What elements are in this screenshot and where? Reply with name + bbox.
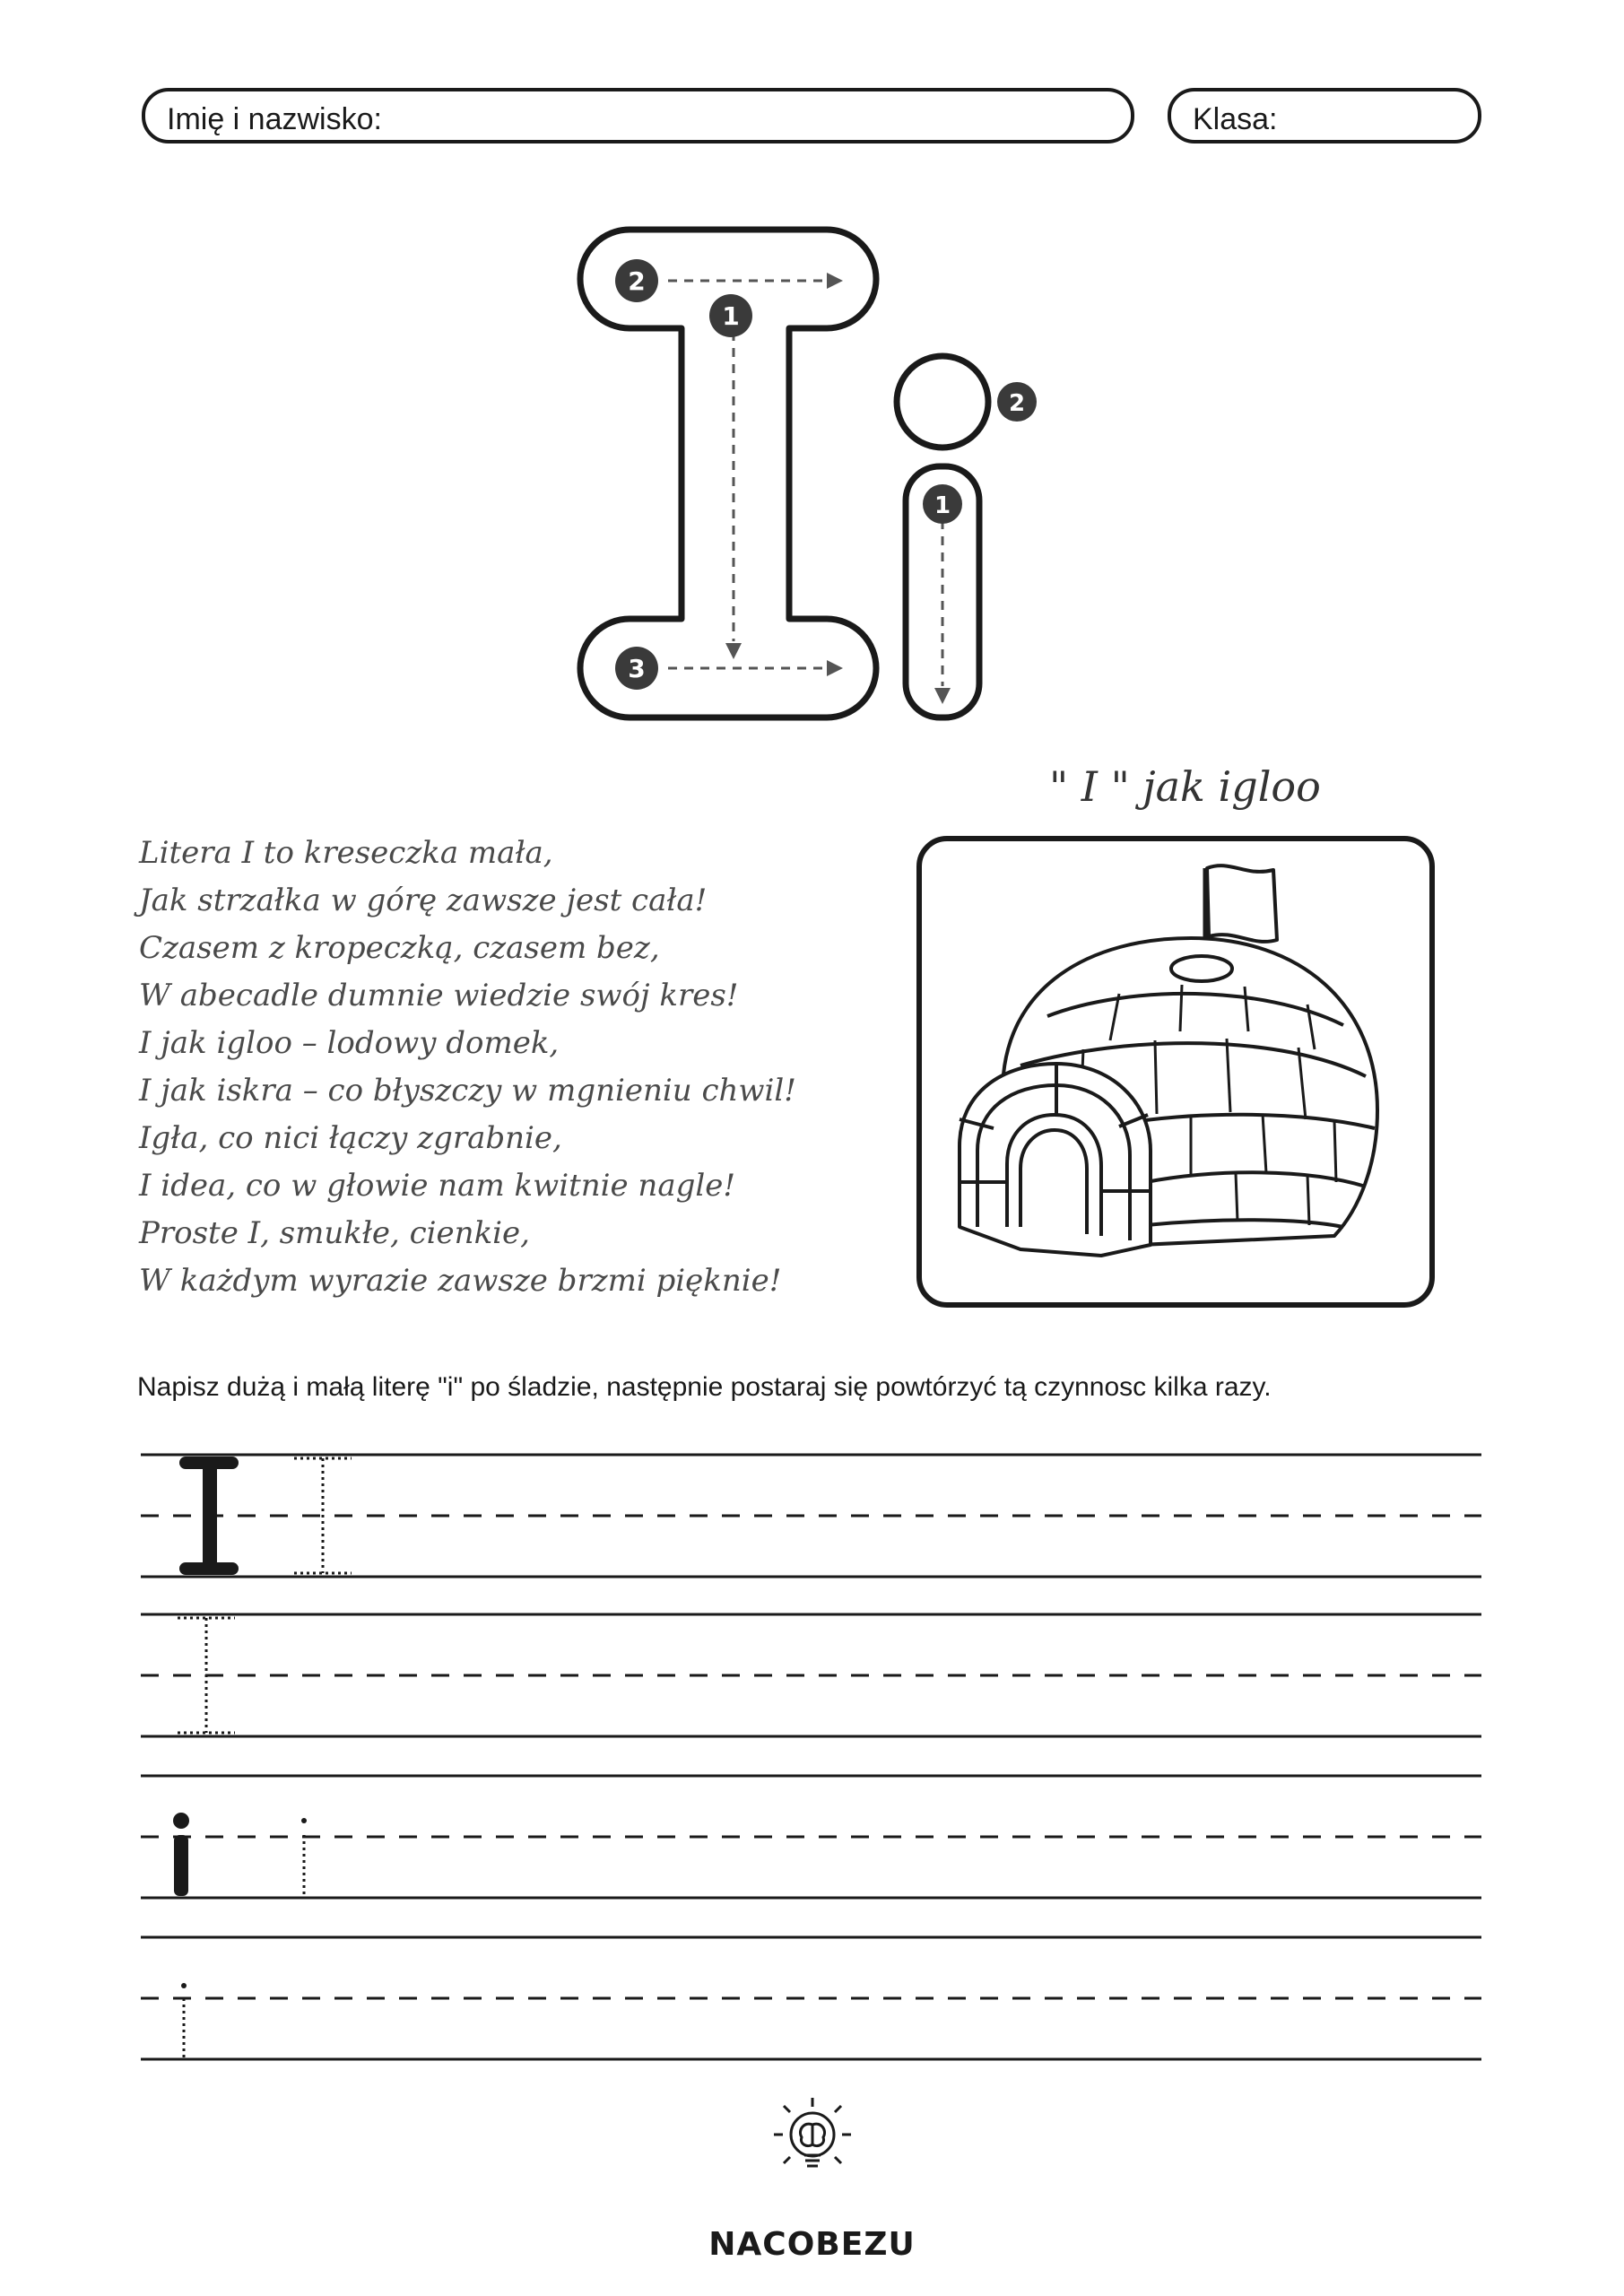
poem-line: Czasem z kropeczką, czasem bez, — [139, 930, 660, 966]
poem-line: Litera I to kreseczka mała, — [139, 835, 553, 871]
name-label: Imię i nazwisko: — [167, 102, 382, 136]
uppercase-step-1: 1 — [722, 301, 740, 331]
row-4-traced — [181, 1983, 187, 2057]
brand-name: NACOBEZU — [708, 2226, 916, 2263]
row-3-example — [173, 1813, 189, 1896]
lightbulb-brain-icon — [770, 2094, 855, 2193]
lowercase-step-2: 2 — [1008, 390, 1026, 417]
igloo-caption: " I " jak igloo — [1049, 762, 1321, 811]
poem-line: W abecadle dumnie wiedzie swój kres! — [139, 978, 739, 1013]
uppercase-step-2: 2 — [628, 266, 646, 296]
uppercase-step-3: 3 — [628, 654, 646, 683]
class-label: Klasa: — [1193, 102, 1278, 136]
poem-line: I jak iskra – co błyszczy w mgnieniu chwil! — [139, 1073, 796, 1109]
poem-line: W każdym wyrazie zawsze brzmi pięknie! — [139, 1263, 782, 1299]
instruction-text: Napisz dużą i małą literę "i" po śladzie, następnie postaraj się powtórzyć tą czynnosc kilka razy. — [137, 1372, 1272, 1402]
poem-line: Jak strzałka w górę zawsze jest cała! — [139, 883, 708, 918]
poem-line: Proste I, smukłe, cienkie, — [139, 1215, 530, 1251]
row-3-traced — [301, 1818, 307, 1896]
lowercase-step-1: 1 — [934, 492, 951, 519]
poem-line: I idea, co w głowie nam kwitnie nagle! — [139, 1168, 736, 1204]
poem-line: I jak igloo – lodowy domek, — [139, 1025, 560, 1061]
poem-line: Igła, co nici łączy zgrabnie, — [139, 1120, 562, 1156]
